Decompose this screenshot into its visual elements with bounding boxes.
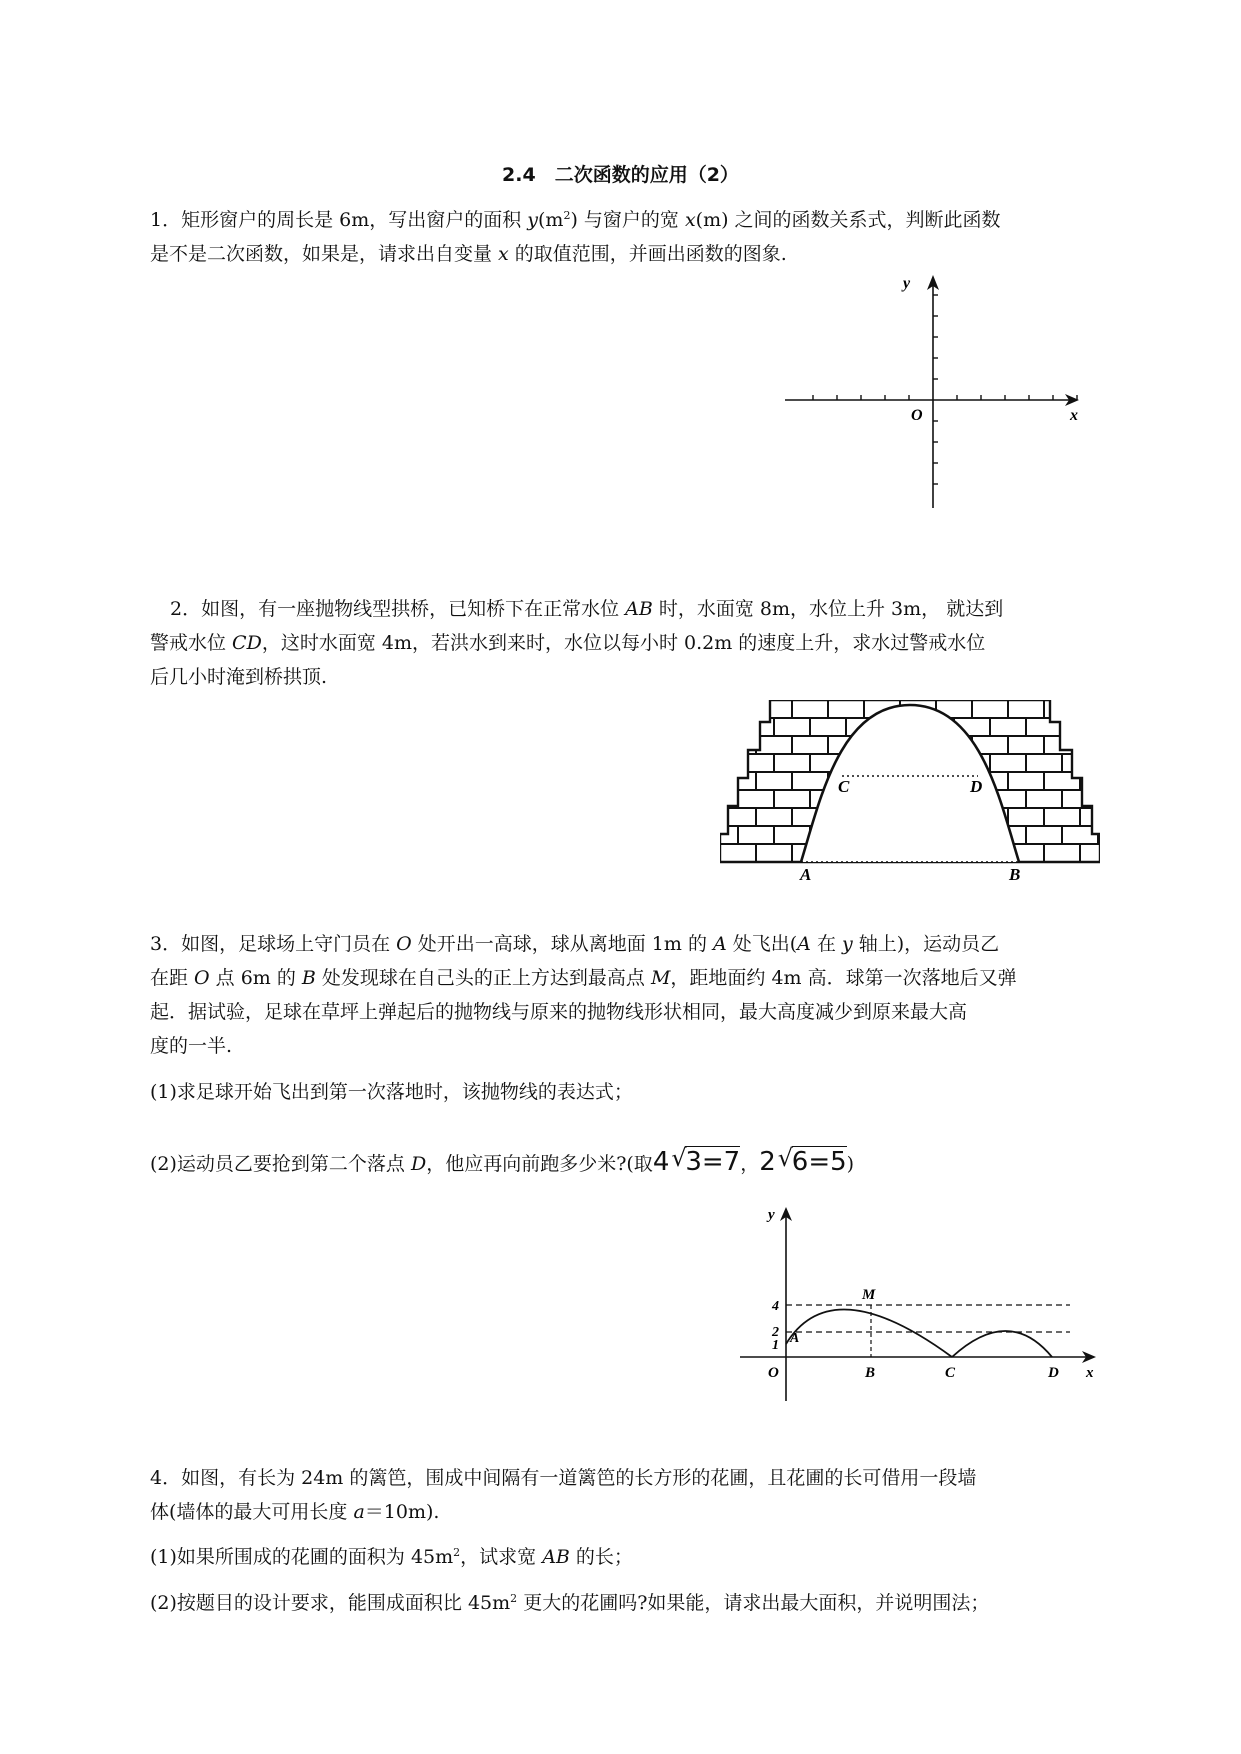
q3-graph-label-d: D: [1048, 1365, 1059, 1381]
q1-line1: 1．矩形窗户的周长是 6m，写出窗户的面积 $y(m^2)$ 与窗户的宽 x(m) 之间的函数关系式，判断此函数: [150, 209, 1001, 231]
q1-axis-y-label: y: [903, 275, 911, 292]
q3-line4: 度的一半.: [150, 1035, 233, 1057]
q2-line1: 2．如图，有一座抛物线型拱桥，已知桥下在正常水位 AB 时，水面宽 8m，水位上升 3m， 就达到: [170, 598, 1004, 620]
q2-line3: 后几小时淹到桥拱顶.: [150, 666, 328, 688]
q2-label-b: B: [1009, 865, 1021, 884]
q3-football-trajectory-graph: [740, 1205, 1100, 1405]
q3-graph-label-b: B: [865, 1365, 876, 1381]
q3-part2: (2)运动员乙要抢到第二个落点 D，他应再向前跑多少米?(取4 √ 3=7，2 √ 6=5): [150, 1144, 855, 1177]
q1-coordinate-axes: [785, 272, 1085, 512]
q3-graph-tick-1: 1: [772, 1338, 779, 1353]
q3-graph-x-label: x: [1086, 1365, 1094, 1381]
q2-line2: 警戒水位 CD，这时水面宽 4m，若洪水到来时，水位以每小时 0.2m 的速度上升，求水过警戒水位: [150, 632, 986, 654]
q4-line2: 体(墙体的最大可用长度 a＝10m).: [150, 1501, 440, 1523]
q3-part1: (1)求足球开始飞出到第一次落地时，该抛物线的表达式；: [150, 1081, 633, 1103]
q1-axis-x-label: x: [1070, 407, 1078, 424]
q1-line2: 是不是二次函数，如果是，请求出自变量 x 的取值范围，并画出函数的图象.: [150, 243, 787, 265]
q3-graph-origin: O: [768, 1365, 779, 1381]
q4-part1: (1)如果所围成的花圃的面积为 $45m^2$，试求宽 AB 的长；: [150, 1546, 633, 1568]
q2-label-c: C: [838, 777, 850, 796]
q3-graph-tick-4: 4: [772, 1299, 779, 1314]
q3-graph-tick-2: 2: [772, 1325, 779, 1340]
q4-part2: (2)按题目的设计要求，能围成面积比 $45m^2$ 更大的花圃吗?如果能，请求出最大面积，并说明围法；: [150, 1592, 990, 1614]
q3-graph-label-m: M: [862, 1287, 876, 1303]
page-title: 2.4 二次函数的应用（2）: [502, 164, 739, 186]
q4-line1: 4．如图，有长为 24m 的篱笆，围成中间隔有一道篱笆的长方形的花圃，且花圃的长可借用一段墙: [150, 1467, 977, 1489]
q2-label-d: D: [970, 777, 983, 796]
q3-line3: 起．据试验，足球在草坪上弹起后的抛物线与原来的抛物线形状相同，最大高度减少到原来最大高: [150, 1001, 968, 1023]
q3-graph-label-a: A: [790, 1331, 800, 1346]
q3-graph-y-label: y: [768, 1207, 775, 1223]
q3-line2: 在距 O 点 6m 的 B 处发现球在自己头的正上方达到最高点 M，距地面约 4m 高．球第一次落地后又弹: [150, 967, 1017, 989]
q2-label-a: A: [800, 865, 812, 884]
q1-origin-label: O: [911, 407, 923, 424]
q3-line1: 3．如图，足球场上守门员在 O 处开出一高球，球从离地面 1m 的 A 处飞出(A 在 y 轴上)，运动员乙: [150, 933, 1000, 955]
q3-graph-label-c: C: [945, 1365, 956, 1381]
q2-arch-bridge-figure: [720, 700, 1100, 884]
